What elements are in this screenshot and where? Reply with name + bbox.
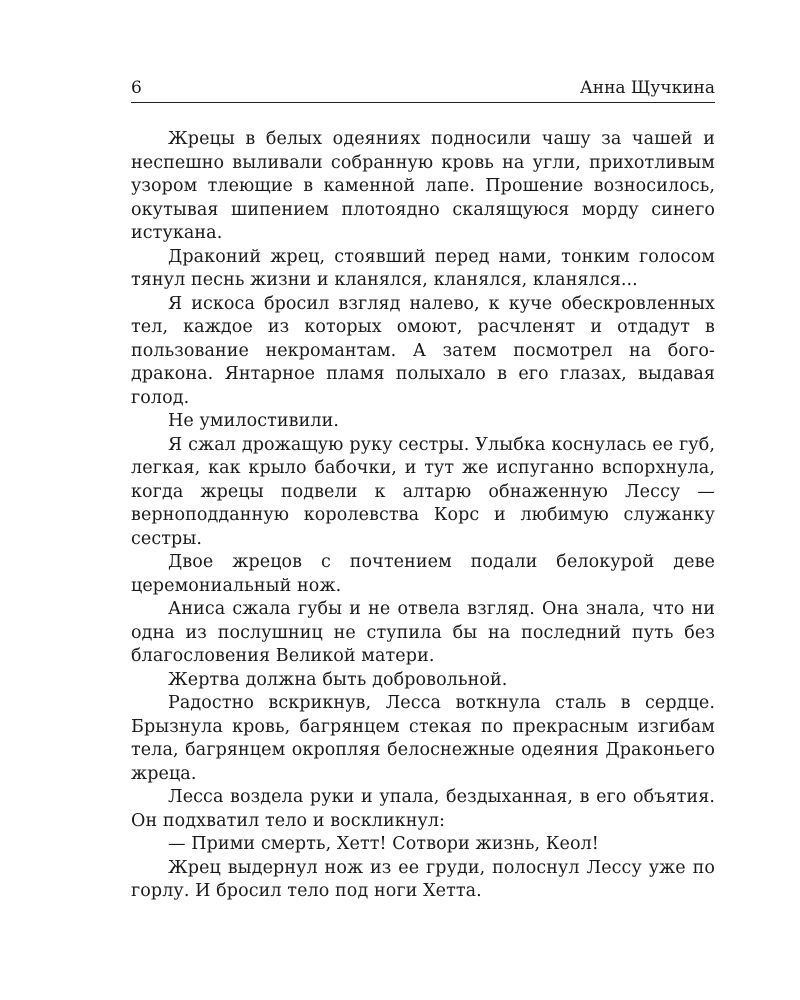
paragraph-dialogue: — Прими смерть, Хетт! Сотвори жизнь, Кеол!	[168, 834, 599, 854]
page-number: 6	[131, 78, 142, 98]
paragraph: Радостно вскрикнув, Лесса воткнула сталь в сердце. Брызнула кровь, багрянцем стекая по прекрасным изгибам тела, багрянцем окропляя белоснежные одеяния Драконьего жреца.	[131, 693, 715, 784]
paragraph: Жертва должна быть добровольной.	[168, 669, 508, 690]
paragraph: Не умилостивили.	[168, 411, 340, 431]
page-header	[131, 78, 715, 103]
paragraph: Драконий жрец, стоявший перед нами, тонким голосом тянул песнь жизни и кланялся, кланялся, кланялся...	[131, 246, 715, 290]
paragraph: Двое жрецов с почтением подали белокурой деве церемониальный нож.	[131, 552, 715, 596]
paragraph: Жрецы в белых одеяниях подносили чашу за чашей и неспешно выливали собранную кровь на угли, прихотливым узором тлеющие в каменной лапе. Прошение возносилось, окутывая шипением плотоядно скалящуюся морду синего истукана.	[131, 129, 715, 243]
paragraph: Я сжал дрожащую руку сестры. Улыбка коснулась ее губ, легкая, как крыло бабочки, и тут же испуганно вспорхнула, когда жрецы подвели к алтарю обнаженную Лессу — верноподданную королевства Корс и любимую служанку сестры.	[131, 434, 715, 549]
running-head-author: Анна Щучкина	[579, 78, 715, 98]
paragraph: Я искоса бросил взгляд налево, к куче обескровленных тел, каждое из которых омоют, расчленят и отдадут в пользование некромантам. А затем посмотрел на бого-дракона. Янтарное пламя полыхало в его глазах, выдавая голод.	[131, 293, 715, 408]
paragraph: Аниса сжала губы и не отвела взгляд. Она знала, что ни одна из послушниц не ступила бы на последний путь без благословения Великой матери.	[131, 599, 715, 666]
paragraph: Жрец выдернул нож из ее груди, полоснул Лессу уже по горлу. И бросил тело под ноги Хетта.	[131, 857, 715, 901]
paragraph: Лесса воздела руки и упала, бездыханная, в его объятия. Он подхватил тело и воскликнул:	[131, 787, 715, 831]
body-text	[131, 128, 715, 904]
